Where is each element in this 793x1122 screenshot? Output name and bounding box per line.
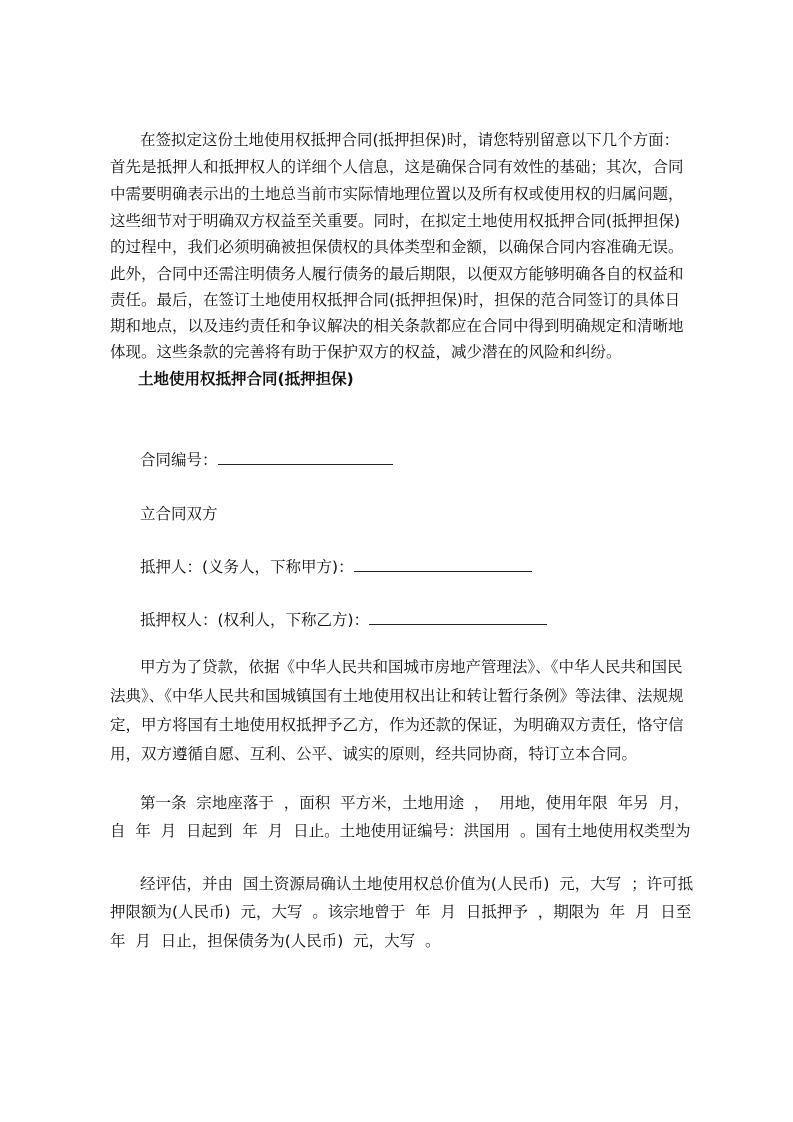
mortgagor-blank [354, 557, 532, 572]
intro-line: 首先是抵押人和抵押权人的详细个人信息，这是确保合同有效性的基础；其次，合同 [110, 158, 684, 176]
intro-line: 这些细节对于明确双方权益至关重要。同时，在拟定土地使用权抵押合同(抵押担保) [110, 212, 681, 230]
intro-line: 体现。这些条款的完善将有助于保护双方的权益，减少潜在的风险和纠纷。 [110, 343, 622, 361]
intro-line: 的过程中，我们必须明确被担保债权的具体类型和金额，以确保合同内容准确无误。 [110, 238, 684, 256]
mortgagee-field [140, 610, 547, 630]
contract-number-label: 合同编号： [140, 451, 218, 469]
intro-line: 在签拟定这份土地使用权抵押合同(抵押担保)时，请您特别留意以下几个方面： [140, 131, 680, 149]
mortgagee-label: 抵押权人：(权利人，下称乙方)： [140, 611, 370, 629]
valuation-line: 押限额为(人民币) 元，大写 。该宗地曾于 年 月 日抵押予 ，期限为 年 月 日至 [110, 903, 692, 921]
valuation-line: 经评估，并由 国土资源局确认土地使用权总价值为(人民币) 元，大写 ；许可抵 [140, 875, 694, 893]
contract-title: 土地使用权抵押合同(抵押担保) [138, 370, 354, 388]
valuation-line: 年 月 日止，担保债务为(人民币) 元，大写 。 [110, 932, 441, 950]
mortgagee-blank [369, 610, 547, 625]
preamble-line: 定，甲方将国有土地使用权抵押予乙方，作为还款的保证，为明确双方责任，恪守信 [110, 716, 684, 734]
preamble-line: 用，双方遵循自愿、互利、公平、诚实的原则，经共同协商，特订立本合同。 [110, 745, 638, 763]
article-1-line: 第一条 宗地座落于 ，面积 平方米，土地用途 ， 用地，使用年限 年另 月， [140, 794, 690, 812]
intro-line: 责任。最后，在签订土地使用权抵押合同(抵押担保)时，担保的范合同签订的具体日 [110, 291, 681, 309]
article-1-line: 自 年 月 日起到 年 月 日止。土地使用证编号：洪国用 。国有土地使用权类型为 [110, 822, 691, 840]
intro-line: 期和地点，以及违约责任和争议解决的相关条款都应在合同中得到明确规定和清晰地 [110, 317, 684, 335]
intro-line: 中需要明确表示出的土地总当前市实际情地理位置以及所有权或使用权的归属问题， [110, 185, 684, 203]
contract-number-blank [218, 450, 393, 465]
preamble-line: 法典》、《中华人民共和国城镇国有土地使用权出让和转让暂行条例》等法律、法规规 [110, 687, 684, 705]
preamble-line: 甲方为了贷款，依据《中华人民共和国城市房地产管理法》、《中华人民共和国民 [140, 658, 683, 676]
mortgagor-field [140, 557, 532, 577]
intro-line: 此外，合同中还需注明债务人履行债务的最后期限，以便双方能够明确各自的权益和 [110, 265, 684, 283]
parties-heading: 立合同双方 [140, 505, 218, 523]
mortgagor-label: 抵押人：(义务人，下称甲方)： [140, 558, 354, 576]
contract-number-field [140, 450, 393, 470]
